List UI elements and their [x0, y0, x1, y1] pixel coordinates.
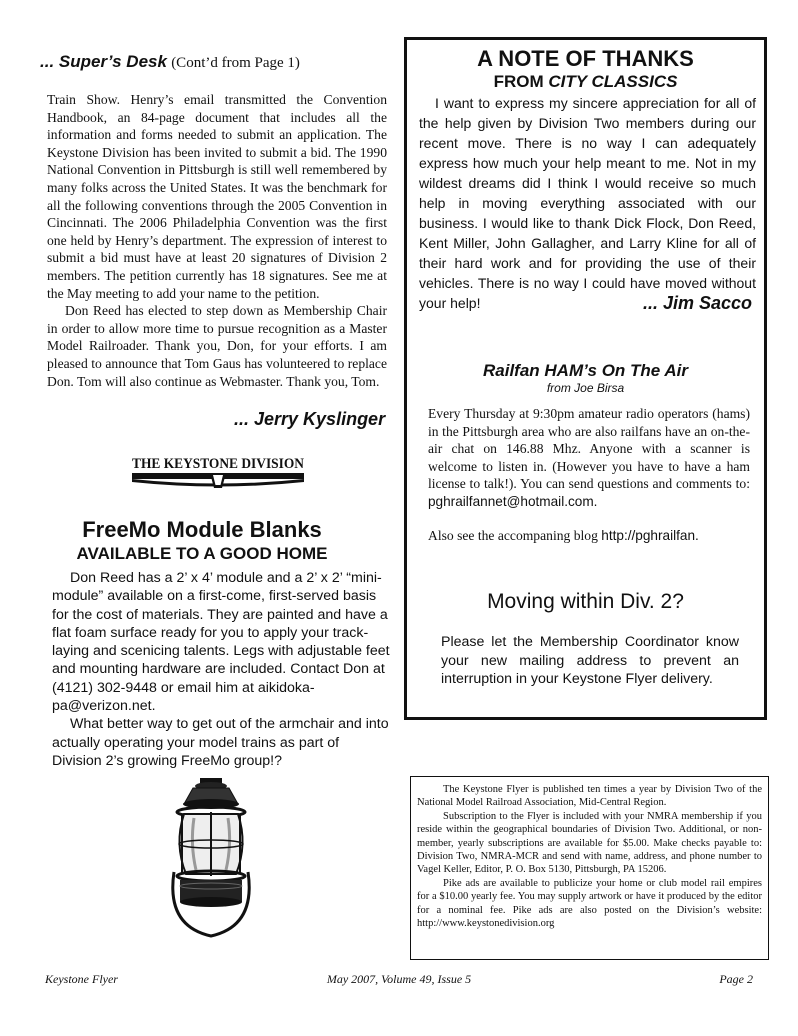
info-paragraph: Pike ads are available to publicize your home or club model rail empires for a $10.00 yearly fee. You may supply artwork or have it produced by the editor for a nominal fee. Pike ads are also posted on the Division’s website: http://www.keystonedivision.org — [417, 877, 762, 930]
thanks-subtitle-prefix: FROM — [493, 72, 544, 91]
supers-desk-paragraph: Train Show. Henry’s email transmitted the Convention Handbook, an 84-page document that includes all the information and forms needed to submit an application. The Keystone Division has been invited to submit a bid. The 1990 National Convention in Pittsburgh is still well remembered by many folks across the United States. It was the benchmark for all the following conventions through the 2005 Convention in Cincinnati. The 2006 Philadelphia Convention was the first one held by Henry’s department. The expression of interest to submit a bid must have at least 20 signatures of Division 2 members. The petition currently has 18 signatures. See me at the May meeting to add your name to the petition. — [47, 92, 387, 301]
logo-text: THE KEYSTONE DIVISION — [132, 456, 305, 472]
freemo-article — [52, 569, 392, 770]
railfan-blog-line — [428, 528, 750, 544]
freemo-title: FreeMo Module Blanks — [82, 517, 322, 542]
thanks-box — [404, 37, 767, 720]
railfan-blog-prefix: Also see the accompaning blog — [428, 528, 598, 543]
railfan-blog-url[interactable]: http://pghrailfan. — [601, 528, 699, 543]
railfan-email[interactable]: pghrailfannet@hotmail.com. — [428, 493, 598, 509]
page-footer — [0, 972, 798, 990]
footer-publication: Keystone Flyer — [45, 972, 118, 986]
supers-desk-heading — [40, 52, 400, 72]
moving-title: Moving within Div. 2? — [487, 590, 684, 613]
footer-page-number: Page 2 — [719, 972, 753, 986]
railfan-byline: from Joe Birsa — [546, 381, 625, 395]
thanks-subtitle — [407, 72, 764, 92]
keystone-division-logo — [130, 452, 306, 496]
railfan-body — [428, 405, 750, 511]
thanks-signature: ... Jim Sacco — [642, 293, 752, 313]
railfan-title: Railfan HAM’s On The Air — [483, 361, 688, 380]
freemo-subtitle: AVAILABLE TO A GOOD HOME — [76, 544, 328, 563]
freemo-paragraph: What better way to get out of the armchair and into actually operating your model trains as part of Division 2’s growing FreeMo group!? — [52, 716, 389, 769]
supers-desk-paragraph: Don Reed has elected to step down as Membership Chair in order to allow more time to pursue recognition as a Master Model Railroader. Thank you, Don, for your efforts. I am pleased to announce that Tom Gaus has volunteered to replace Don. Tom will also continue as Webmaster. Thank you, Tom. — [47, 303, 387, 389]
info-paragraph: Subscription to the Flyer is included with your NMRA membership if you reside within the geographical boundaries of Division Two. Additional, or non-member, yearly subscriptions are available for $5.00. Make checks payable to: Division Two, NMRA-MCR and send with name, address, and phone number to Vagel Keller, Editor, P. O. Box 5130, Pittsburgh, PA 15206. — [417, 810, 762, 876]
railroad-lantern-illustration — [160, 776, 262, 944]
thanks-subtitle-name: CITY CLASSICS — [548, 72, 678, 91]
info-paragraph: The Keystone Flyer is published ten times a year by Division Two of the National Model Railroad Association, Mid-Central Region. — [417, 784, 762, 809]
railfan-text: Every Thursday at 9:30pm amateur radio operators (hams) in the Pittsburgh area who are also railfans have an on-the-air chat on 146.88 Mhz. Anyone with a scanner is welcome to listen in. (However you have to have a ham license to talk!). You can send questions and comments to: — [428, 406, 750, 492]
freemo-paragraph: Don Reed has a 2’ x 4’ module and a 2’ x 2’ “mini-module” available on a first-come, first-served basis for the cost of materials. They are painted and have a flat foam surface ready for you to apply your track-laying and scenicing talents. Legs with adjustable feet and mounting hardware are included. Contact Don at (4121) 302-9448 or email him at aikidoka-pa@verizon.net. — [52, 570, 390, 715]
thanks-title: A NOTE OF THANKS — [477, 46, 694, 71]
supers-desk-signature: ... Jerry Kyslinger — [234, 409, 386, 429]
supers-desk-title: ... Super’s Desk — [40, 52, 167, 71]
footer-issue: May 2007, Volume 49, Issue 5 — [326, 972, 472, 986]
publication-info-box — [410, 776, 769, 960]
thanks-body: I want to express my sincere appreciation for all of the help given by Division Two members during our recent move. There is no way I can adequately express how much your help meant to me. Not in my wildest dreams did I think I would receive so much help in moving everything associated with our business. I would like to thank Dick Flock, Don Reed, Kent Miller, John Gallagher, and Larry Kline for all of their hard work and for providing the use of their vehicles. There is no way I could have moved without your help! — [419, 95, 756, 311]
supers-desk-article — [47, 91, 387, 390]
continued-note: (Cont’d from Page 1) — [171, 55, 300, 71]
moving-body: Please let the Membership Coordinator know your new mailing address to prevent an interruption in your Keystone Flyer delivery. — [441, 634, 739, 687]
